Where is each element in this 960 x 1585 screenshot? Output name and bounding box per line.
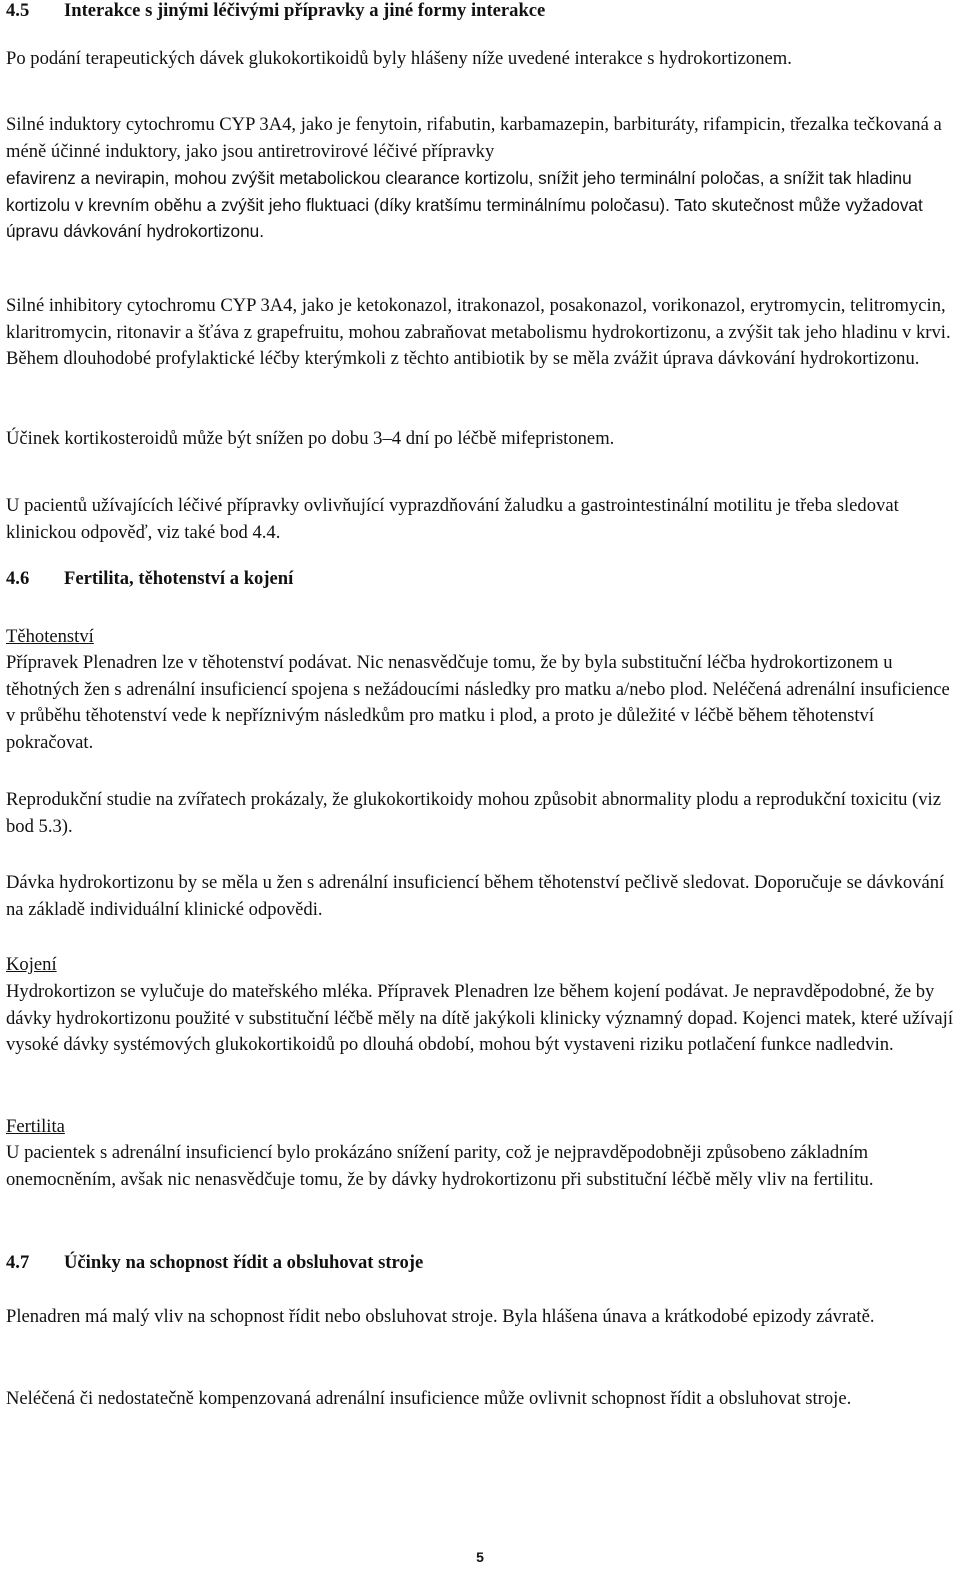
inducers-paragraph-part1: Silné induktory cytochromu CYP 3A4, jako je fenytoin, rifabutin, karbamazepin, barbituráty, rifampicin, třezalka tečkovaná a méně účinné induktory, jako jsou antiretrovirové léčivé přípravky [6, 114, 942, 162]
pregnancy-subheading: Těhotenství [6, 626, 94, 647]
breastfeeding-subheading: Kojení [6, 954, 57, 975]
fertility-paragraph: U pacientek s adrenální insuficiencí bylo prokázáno snížení parity, což je nejpravděpodobněji způsobeno základním onemocněním, avšak nic nenasvědčuje tomu, že by dávky hydrokortizonu při substituční léčbě měly vliv na fertilitu. [6, 1142, 874, 1190]
interactions-intro-paragraph: Po podání terapeutických dávek glukokortikoidů byly hlášeny níže uvedené interakce s hydrokortizonem. [6, 48, 792, 69]
driving-paragraph-1: Plenadren má malý vliv na schopnost řídit nebo obsluhovat stroje. Byla hlášena únava a krátkodobé epizody závratě. [6, 1306, 875, 1327]
inducers-paragraph-part2: efavirenz a nevirapin, mohou zvýšit metabolickou clearance kortizolu, snížit jeho terminální poločas, a snížit tak hladinu kortizolu v krevním oběhu a zvýšit jeho fluktuaci (díky kratšímu terminálnímu poločasu). Tato skutečnost může vyžadovat úpravu dávkování hydrokortizonu. [6, 168, 923, 242]
section-title: Fertilita, těhotenství a kojení [64, 568, 294, 589]
pregnancy-paragraph-2: Reprodukční studie na zvířatech prokázaly, že glukokortikoidy mohou způsobit abnormality plodu a reprodukční toxicitu (viz bod 5.3). [6, 789, 941, 837]
gastric-emptying-paragraph: U pacientů užívajících léčivé přípravky ovlivňující vyprazdňování žaludku a gastrointestinální motilitu je třeba sledovat klinickou odpověď, viz také bod 4.4. [6, 495, 899, 543]
section-4-7-heading [6, 1250, 423, 1277]
breastfeeding-paragraph: Hydrokortizon se vylučuje do mateřského mléka. Přípravek Plenadren lze během kojení podávat. Je nepravděpodobné, že by dávky hydrokortizonu použité v substituční léčbě měly na dítě jakýkoli klinicky významný dopad. Kojenci matek, které užívají vysoké dávky systémových glukokortikoidů po dlouhá období, mohou být vystaveni riziku potlačení funkce nadledvin. [6, 981, 954, 1056]
section-title: Účinky na schopnost řídit a obsluhovat stroje [64, 1252, 424, 1273]
page-number: 5 [476, 1549, 484, 1565]
section-number: 4.7 [6, 1252, 30, 1273]
section-title: Interakce s jinými léčivými přípravky a jiné formy interakce [64, 0, 546, 21]
mifepristone-paragraph: Účinek kortikosteroidů může být snížen po dobu 3–4 dní po léčbě mifepristonem. [6, 428, 615, 449]
fertility-subheading: Fertilita [6, 1116, 65, 1137]
section-4-6-heading [6, 566, 293, 593]
inducers-paragraph [6, 112, 954, 245]
pregnancy-paragraph-1: Přípravek Plenadren lze v těhotenství podávat. Nic nenasvědčuje tomu, že by byla substituční léčba hydrokortizonem u těhotných žen s adrenální insuficiencí spojena s nežádoucími následky pro matku a/nebo plod. Neléčená adrenální insuficience v průběhu těhotenství vede k nepříznivým následkům pro matku i plod, a proto je důležité v léčbě během těhotenství pokračovat. [6, 652, 950, 753]
section-number: 4.6 [6, 568, 30, 589]
driving-paragraph-2: Neléčená či nedostatečně kompenzovaná adrenální insuficience může ovlivnit schopnost řídit a obsluhovat stroje. [6, 1388, 852, 1409]
section-number: 4.5 [6, 0, 30, 21]
section-4-5-heading [6, 0, 545, 25]
inhibitors-paragraph: Silné inhibitory cytochromu CYP 3A4, jako je ketokonazol, itrakonazol, posakonazol, vorikonazol, erytromycin, telitromycin, klaritromycin, ritonavir a šťáva z grapefruitu, mohou zabraňovat metabolismu hydrokortizonu, a zvýšit tak jeho hladinu v krvi. Během dlouhodobé profylaktické léčby kterýmkoli z těchto antibiotik by se měla zvážit úprava dávkování hydrokortizonu. [6, 295, 951, 370]
pregnancy-paragraph-3: Dávka hydrokortizonu by se měla u žen s adrenální insuficiencí během těhotenství pečlivě sledovat. Doporučuje se dávkování na základě individuální klinické odpovědi. [6, 872, 945, 920]
